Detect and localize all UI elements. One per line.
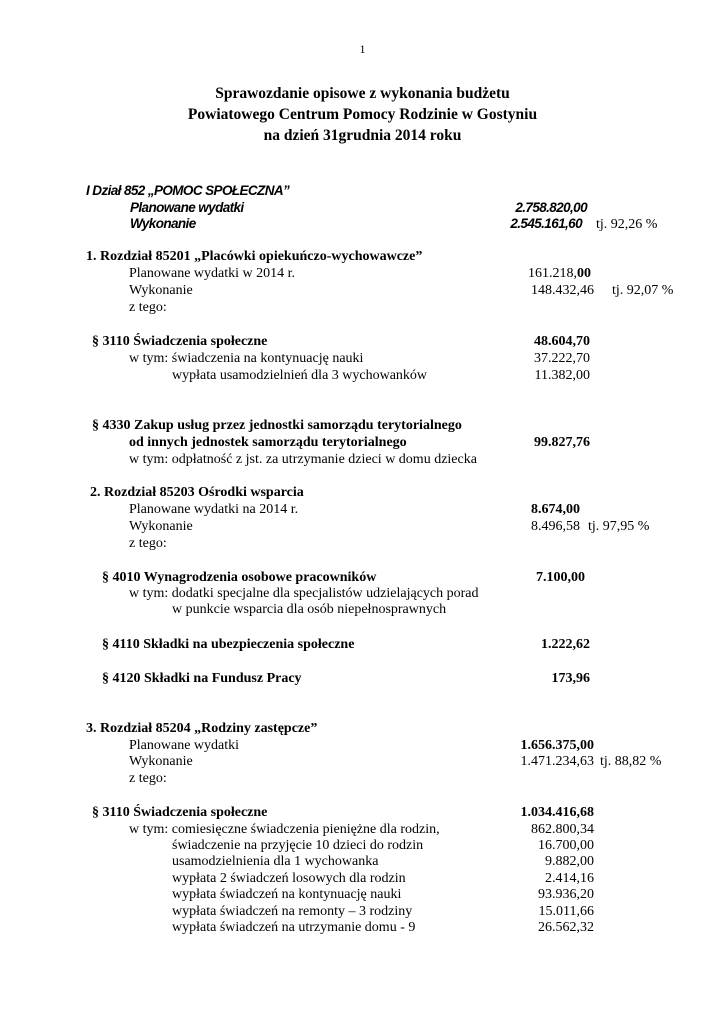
r85201-p3110-item-1-value: 37.222,70 (534, 351, 590, 366)
r85203-p4120-value: 173,96 (551, 671, 590, 686)
r85201-p3110-item-2-value: 11.382,00 (534, 368, 590, 383)
report-title-line-1: Sprawozdanie opisowe z wykonania budżetu (215, 85, 510, 102)
r85204-planned-label: Planowane wydatki (129, 738, 240, 753)
r85204-exec-value: 1.471.234,63 (520, 754, 594, 769)
r85201-p4330-value: 99.827,76 (534, 435, 590, 450)
r85203-p4010-item-1: w tym: dodatki specjalne dla specjalistów udzielających porad (129, 586, 479, 601)
r85203-p4110-value: 1.222,62 (541, 637, 590, 652)
r85201-p3110-item-1-label: w tym: świadczenia na kontynuację nauki (129, 351, 364, 366)
r85201-exec-pct: tj. 92,07 % (612, 283, 674, 298)
r85203-exec-value: 8.496,58 (531, 519, 580, 534)
r85204-item-value: 26.562,32 (538, 920, 594, 935)
r85203-planned-label: Planowane wydatki na 2014 r. (129, 502, 299, 517)
r85203-p4010-value: 7.100,00 (536, 570, 585, 585)
dzial-exec-pct: tj. 92,26 % (596, 217, 658, 232)
r85204-item-value: 15.011,66 (538, 904, 594, 919)
page-number: 1 (359, 42, 366, 56)
dzial-planned-label: Planowane wydatki (130, 200, 244, 215)
r85204-item-label: w tym: comiesięczne świadczenia pieniężne dla rodzin, (129, 822, 440, 837)
r85201-planned-value: 161.218,00 (528, 266, 591, 281)
r85204-ztego: z tego: (129, 771, 167, 786)
r85201-exec-label: Wykonanie (129, 283, 193, 298)
r85204-heading: 3. Rozdział 85204 „Rodziny zastępcze” (86, 721, 318, 736)
r85204-item-label: wypłata świadczeń na remonty – 3 rodziny (172, 904, 413, 919)
r85204-p3110-label: § 3110 Świadczenia społeczne (92, 805, 268, 820)
r85204-item-value: 9.882,00 (545, 854, 594, 869)
r85201-p4330-label-1: § 4330 Zakup usług przez jednostki samorządu terytorialnego (92, 418, 462, 433)
r85203-heading: 2. Rozdział 85203 Ośrodki wsparcia (90, 485, 304, 500)
dzial-planned-value: 2.758.820,00 (515, 200, 587, 215)
r85203-exec-label: Wykonanie (129, 519, 193, 534)
r85204-item-label: wypłata świadczeń na kontynuację nauki (172, 887, 402, 902)
r85201-planned-label: Planowane wydatki w 2014 r. (129, 266, 296, 281)
r85203-p4010-label: § 4010 Wynagrodzenia osobowe pracowników (102, 570, 377, 585)
r85201-ztego: z tego: (129, 300, 167, 315)
r85201-p3110-value: 48.604,70 (534, 334, 590, 349)
dzial-exec-value: 2.545.161,60 (510, 216, 582, 231)
r85204-item-value: 862.800,34 (531, 822, 594, 837)
r85204-exec-pct: tj. 88,82 % (600, 754, 662, 769)
r85203-exec-pct: tj. 97,95 % (588, 519, 650, 534)
r85204-item-label: wypłata 2 świadczeń losowych dla rodzin (172, 871, 406, 886)
r85201-p4330-item-1: w tym: odpłatność z jst. za utrzymanie dzieci w domu dziecka (129, 452, 477, 467)
r85204-item-label: usamodzielnienia dla 1 wychowanka (172, 854, 379, 869)
r85204-planned-value: 1.656.375,00 (520, 738, 594, 753)
report-title-line-3: na dzień 31grudnia 2014 roku (263, 127, 462, 144)
dzial-heading: I Dział 852 „POMOC SPOŁECZNA” (86, 183, 290, 198)
r85201-heading: 1. Rozdział 85201 „Placówki opiekuńczo-wychowawcze” (86, 249, 423, 264)
r85203-ztego: z tego: (129, 536, 167, 551)
r85204-item-value: 2.414,16 (545, 871, 594, 886)
r85201-exec-value: 148.432,46 (531, 283, 594, 298)
r85201-p3110-item-2-label: wypłata usamodzielnień dla 3 wychowanków (172, 368, 428, 383)
r85201-p4330-label-2: od innych jednostek samorządu terytorialnego (129, 435, 407, 450)
report-title-line-2: Powiatowego Centrum Pomocy Rodzinie w Gostyniu (187, 106, 538, 123)
r85203-planned-value: 8.674,00 (531, 502, 580, 517)
r85203-p4120-label: § 4120 Składki na Fundusz Pracy (102, 671, 302, 686)
r85203-p4010-item-2: w punkcie wsparcia dla osób niepełnosprawnych (172, 602, 447, 617)
r85203-p4110-label: § 4110 Składki na ubezpieczenia społeczne (102, 637, 355, 652)
r85201-p3110-label: § 3110 Świadczenia społeczne (92, 334, 268, 349)
r85204-item-value: 93.936,20 (538, 887, 594, 902)
r85204-item-value: 16.700,00 (538, 838, 594, 853)
r85204-item-label: wypłata świadczeń na utrzymanie domu - 9 (172, 920, 416, 935)
r85204-p3110-value: 1.034.416,68 (520, 805, 594, 820)
r85204-exec-label: Wykonanie (129, 754, 193, 769)
dzial-exec-label: Wykonanie (130, 216, 196, 231)
r85204-item-label: świadczenie na przyjęcie 10 dzieci do rodzin (172, 838, 424, 853)
